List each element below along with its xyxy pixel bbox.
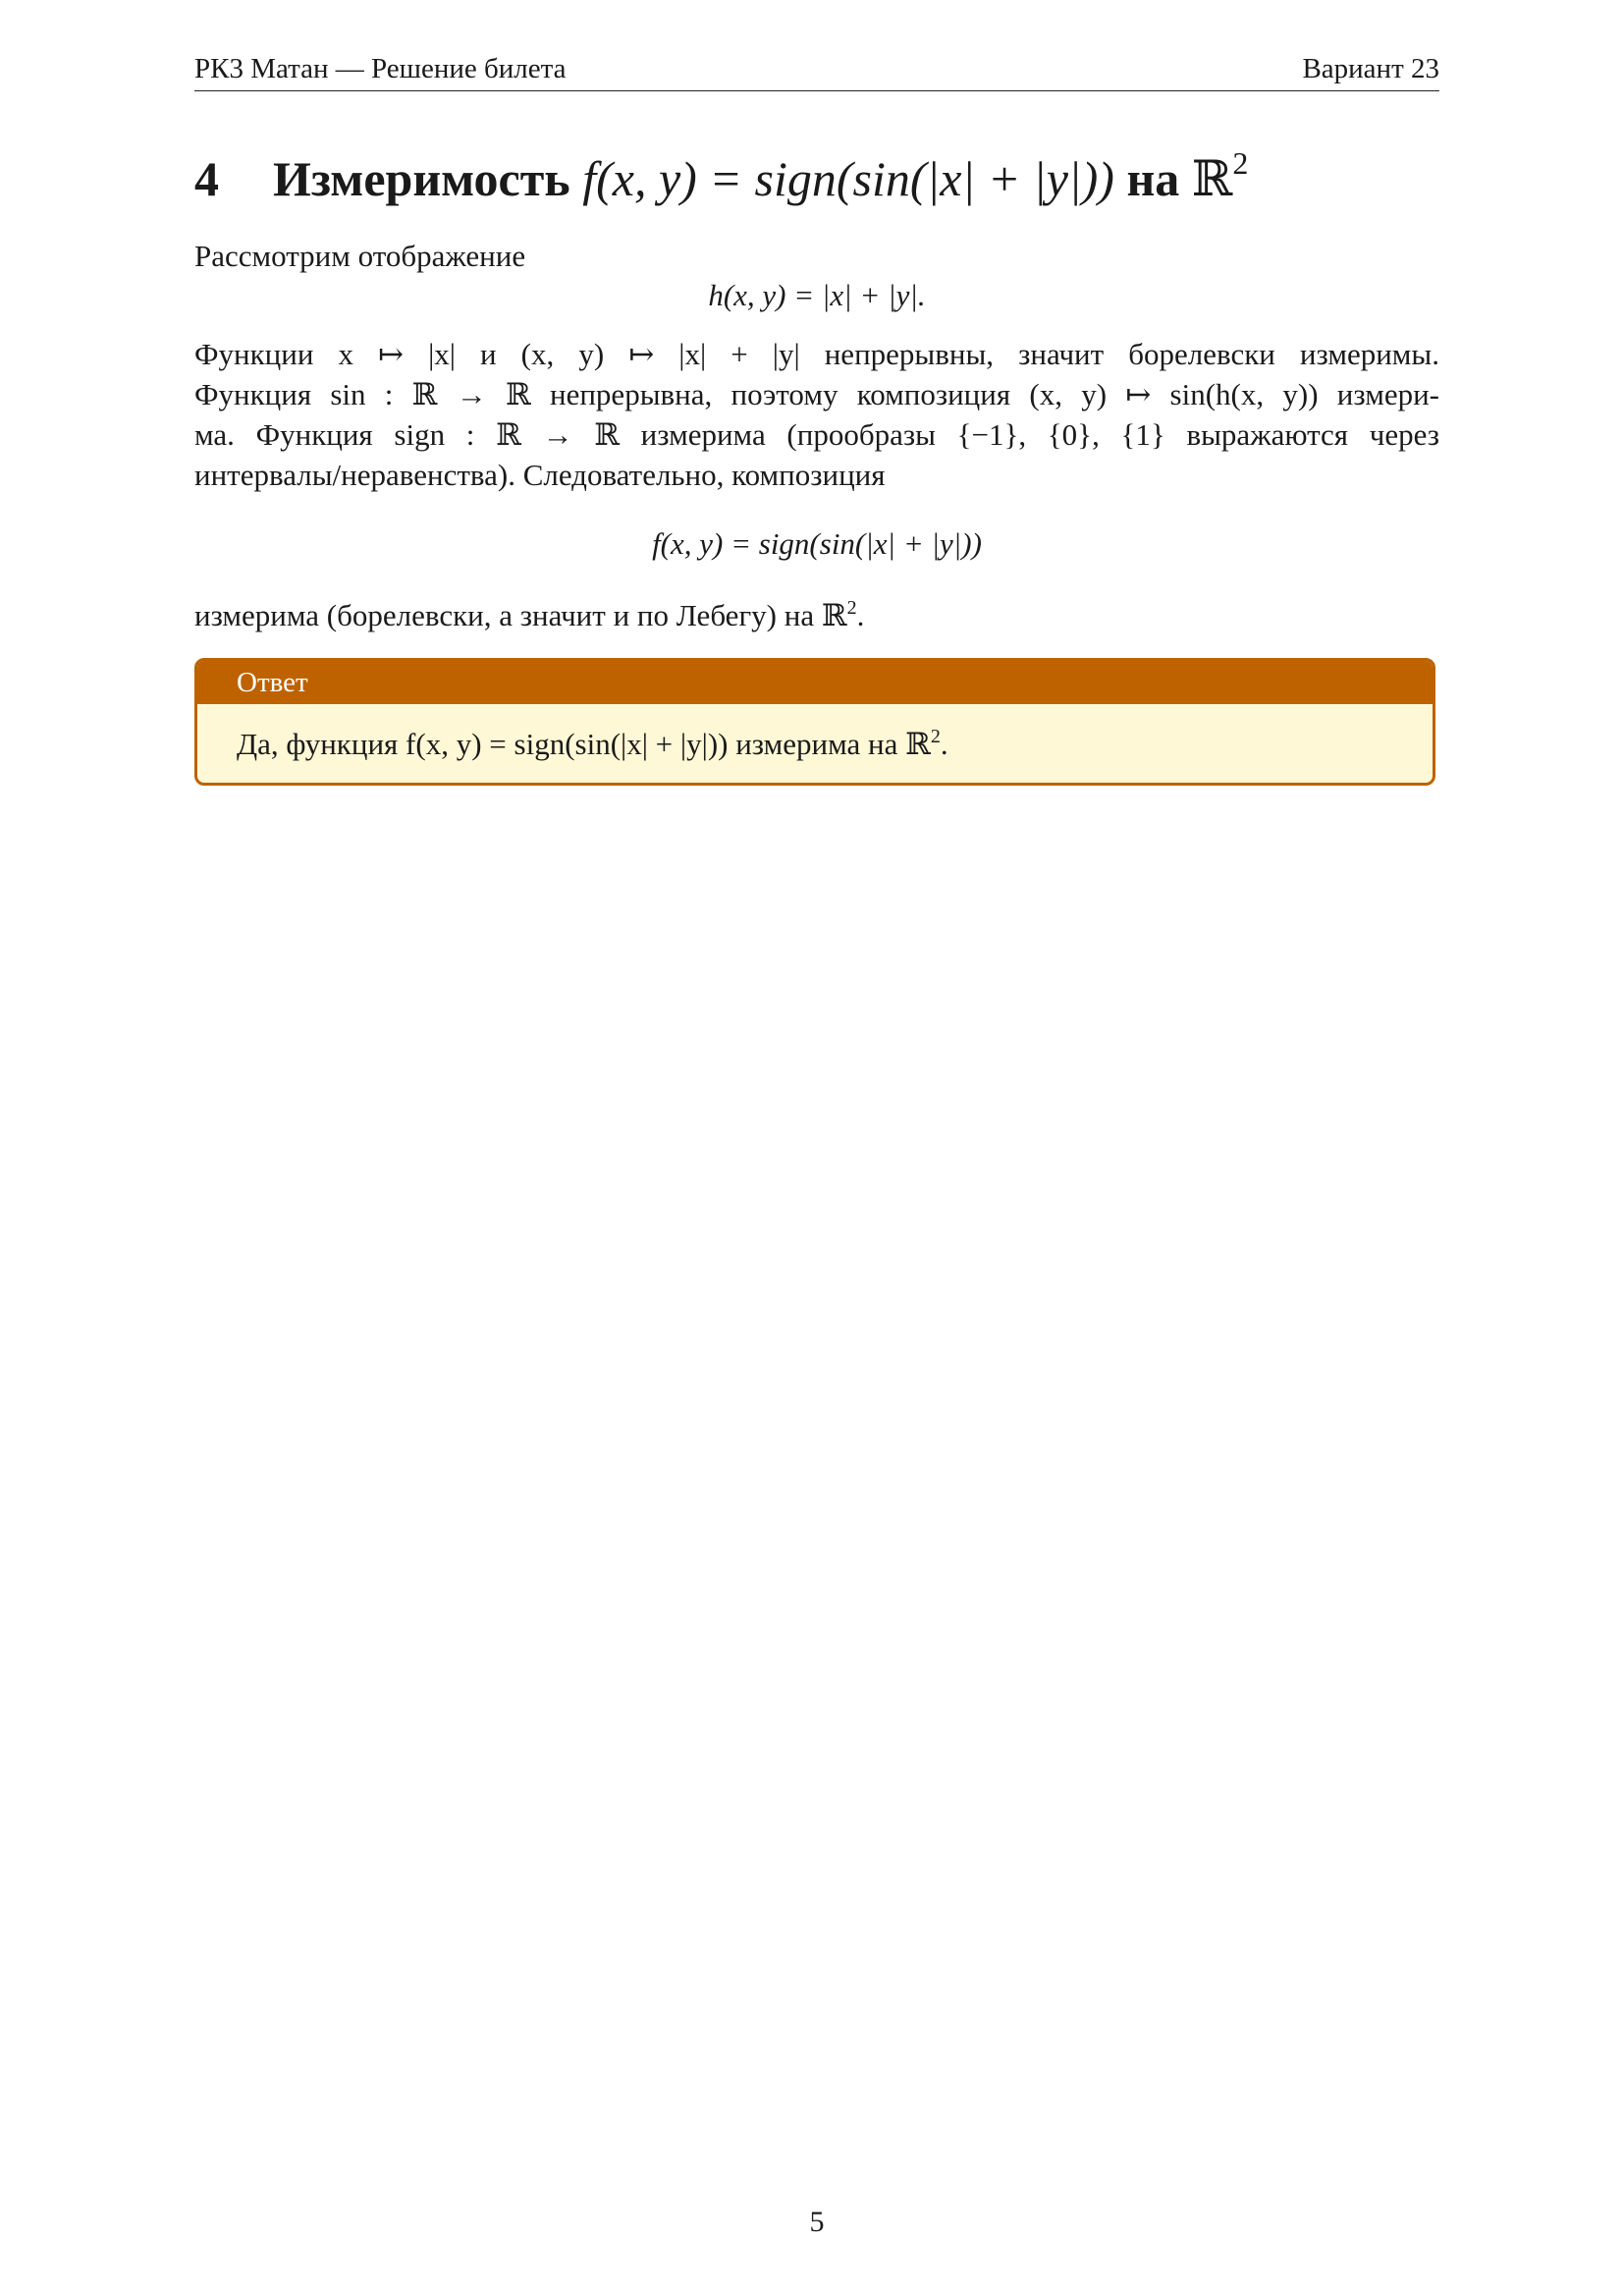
paragraph-line-1: Функции x ↦ |x| и (x, y) ↦ |x| + |y| непрерывны, значит борелевски измеримы. (194, 337, 1439, 371)
equation-f (194, 523, 1439, 564)
equation-h-text: h(x, y) = |x| + |y|. (708, 278, 926, 312)
section-title-word: Измеримость (273, 151, 570, 206)
answer-box (194, 658, 1435, 786)
main-paragraph (194, 334, 1439, 495)
answer-end: . (940, 727, 948, 761)
section-title-formula: f(x, y) = sign(sin(|x| + |y|)) (582, 151, 1114, 206)
answer-body (237, 724, 1403, 764)
equation-f-text: f(x, y) = sign(sin(|x| + |y|)) (652, 526, 982, 561)
section-heading (194, 147, 1439, 210)
document-page (194, 0, 1439, 2296)
answer-title: Ответ (197, 661, 1433, 704)
answer-power: 2 (930, 726, 941, 747)
conclusion-main: измерима (борелевски, а значит и по Лебегу) на ℝ (194, 598, 847, 632)
header-variant: Вариант 23 (1302, 53, 1439, 84)
answer-text: Да, функция f(x, y) = sign(sin(|x| + |y|)) измерима на ℝ (237, 727, 931, 761)
paragraph-line-2: Функция sin : ℝ → ℝ непрерывна, поэтому композиция (x, y) ↦ sin(h(x, y)) измери- (194, 377, 1439, 411)
intro-text: Рассмотрим отображение (194, 239, 526, 273)
header-course-title: РК3 Матан — Решение билета (194, 53, 567, 84)
conclusion-end: . (856, 598, 865, 632)
section-title-space: ℝ (1191, 151, 1233, 206)
running-header (194, 51, 1439, 91)
equation-h (194, 275, 1439, 315)
section-title-suffix: на (1126, 151, 1180, 206)
paragraph-line-4: интервалы/неравенства). Следовательно, композиция (194, 458, 886, 492)
section-title-space-power: 2 (1232, 145, 1249, 181)
section-number: 4 (194, 151, 219, 206)
page-number: 5 (809, 2206, 825, 2238)
conclusion-power: 2 (846, 597, 857, 619)
conclusion-text (194, 595, 1439, 635)
paragraph-line-3: ма. Функция sign : ℝ → ℝ измерима (прообразы {−1}, {0}, {1} выражаются через (194, 417, 1439, 452)
